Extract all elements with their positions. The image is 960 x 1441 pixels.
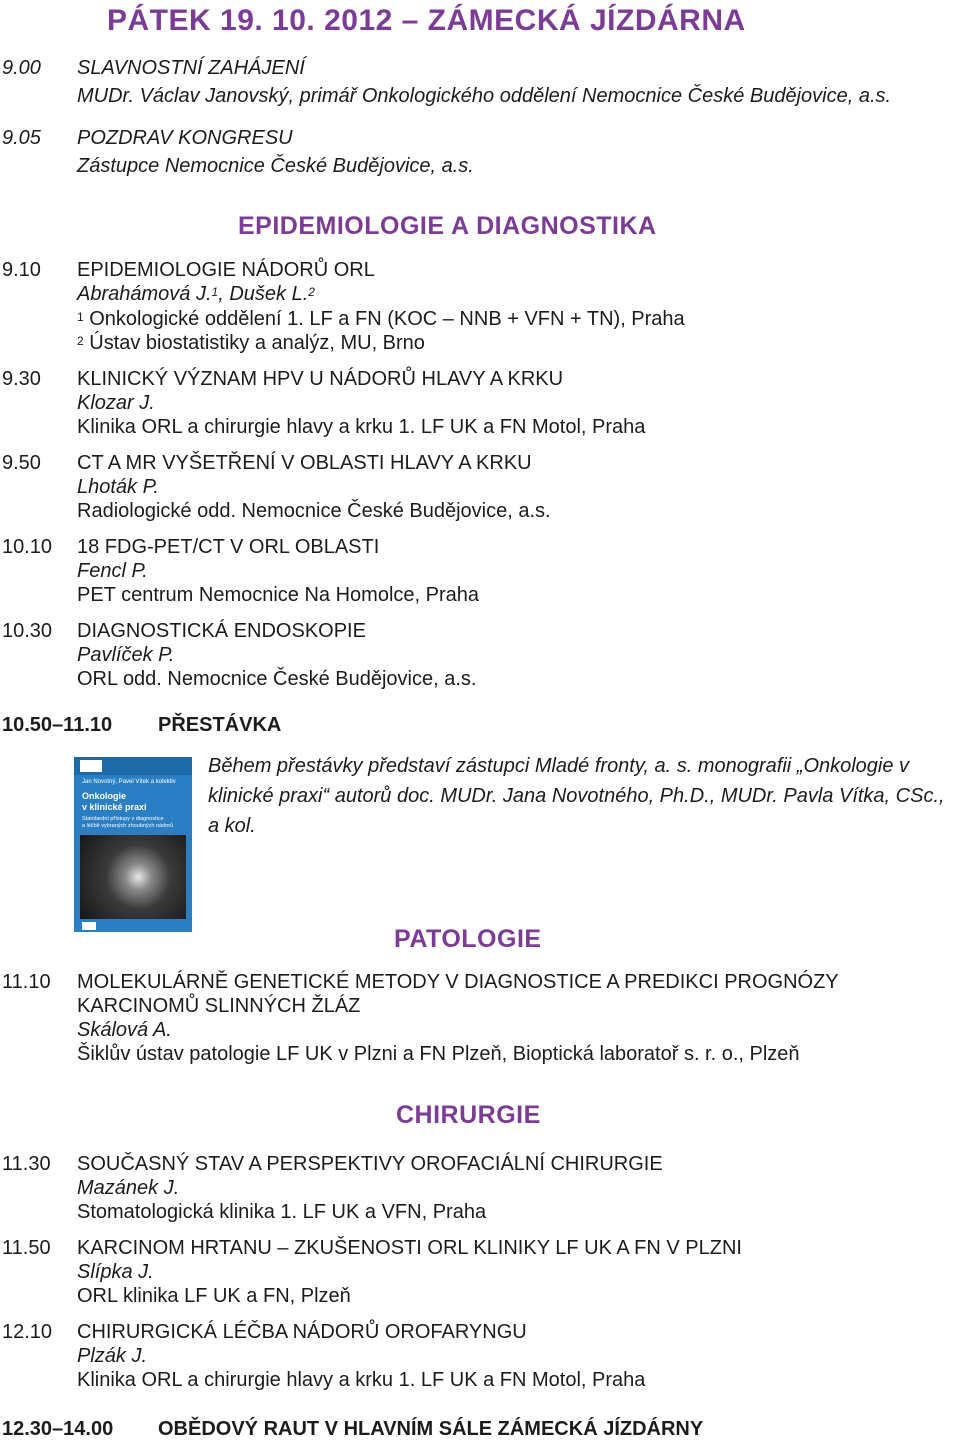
- book-subtitle-line: Standardní přístupy v diagnostice: [82, 816, 164, 822]
- talk-affiliation: Klinika ORL a chirurgie hlavy a krku 1. LF UK a FN Motol, Praha: [77, 1369, 646, 1391]
- talk-title: CHIRURGICKÁ LÉČBA NÁDORŮ OROFARYNGU: [77, 1321, 527, 1343]
- section-heading-surgery: CHIRURGIE: [396, 1101, 541, 1129]
- opening-speaker: MUDr. Václav Janovský, primář Onkologického oddělení Nemocnice České Budějovice, a.s.: [77, 85, 892, 107]
- affiliation-superscript: 2: [77, 334, 84, 348]
- book-cover-image: [74, 757, 192, 932]
- author-name: Abrahámová J.: [77, 283, 212, 305]
- talk-time: 12.10: [2, 1321, 53, 1343]
- break-time: 10.50–11.10: [2, 714, 113, 736]
- book-title-line: v klinické praxi: [82, 802, 147, 812]
- section-heading-epidemiology: EPIDEMIOLOGIE A DIAGNOSTIKA: [238, 212, 657, 240]
- book-title-line: Onkologie: [82, 791, 127, 801]
- talk-title: CT A MR VYŠETŘENÍ V OBLASTI HLAVY A KRKU: [77, 452, 532, 474]
- talk-affiliation: [77, 307, 685, 331]
- opening-title: SLAVNOSTNÍ ZAHÁJENÍ: [77, 57, 305, 79]
- talk-time: 9.50: [2, 452, 41, 474]
- talk-time: 10.10: [2, 536, 53, 558]
- talk-author: Slípka J.: [77, 1261, 154, 1283]
- talk-authors: [77, 282, 315, 306]
- opening-time: 9.00: [2, 57, 41, 79]
- affiliation-text: Onkologické oddělení 1. LF a FN (KOC – NNB + VFN + TN), Praha: [89, 308, 685, 330]
- affiliation-superscript: 1: [77, 310, 84, 324]
- talk-affiliation: Radiologické odd. Nemocnice České Budějovice, a.s.: [77, 500, 551, 522]
- talk-title: KARCINOM HRTANU – ZKUŠENOSTI ORL KLINIKY LF UK A FN V PLZNI: [77, 1237, 742, 1259]
- book-subtitle-line: a léčbě vybraných zhoubných nádorů: [82, 823, 174, 829]
- talk-affiliation: Šiklův ústav patologie LF UK v Plzni a FN Plzeň, Bioptická laboratoř s. r. o., Plzeň: [77, 1043, 800, 1065]
- talk-time: 11.50: [2, 1237, 51, 1259]
- talk-time: 9.30: [2, 368, 41, 390]
- talk-title: DIAGNOSTICKÁ ENDOSKOPIE: [77, 620, 366, 642]
- talk-time: 10.30: [2, 620, 53, 642]
- talk-author: Lhoták P.: [77, 476, 159, 498]
- author-separator: ,: [218, 283, 230, 305]
- book-authors: Jan Novotný, Pavel Vítek a kolektiv: [82, 779, 176, 785]
- talk-author: Pavlíček P.: [77, 644, 175, 666]
- author-name: Dušek L.: [229, 283, 309, 305]
- talk-title: MOLEKULÁRNĚ GENETICKÉ METODY V DIAGNOSTICE A PREDIKCI PROGNÓZY: [77, 971, 839, 993]
- talk-affiliation: Klinika ORL a chirurgie hlavy a krku 1. LF UK a FN Motol, Praha: [77, 416, 646, 438]
- author-superscript: 1: [211, 285, 219, 299]
- talk-author: Fencl P.: [77, 560, 148, 582]
- affiliation-text: Ústav biostatistiky a analýz, MU, Brno: [89, 332, 425, 354]
- book-title: [82, 791, 147, 813]
- talk-title: KLINICKÝ VÝZNAM HPV U NÁDORŮ HLAVY A KRKU: [77, 368, 564, 390]
- section-heading-pathology: PATOLOGIE: [394, 925, 542, 953]
- talk-time: 9.10: [2, 259, 41, 281]
- talk-title: EPIDEMIOLOGIE NÁDORŮ ORL: [77, 259, 375, 281]
- talk-title: 18 FDG-PET/CT V ORL OBLASTI: [77, 536, 380, 558]
- book-subtitle: [82, 816, 173, 830]
- talk-affiliation: [77, 331, 425, 355]
- greeting-speaker: Zástupce Nemocnice České Budějovice, a.s.: [77, 155, 474, 177]
- greeting-time: 9.05: [2, 127, 41, 149]
- talk-time: 11.10: [2, 971, 51, 993]
- day-title: PÁTEK 19. 10. 2012 – ZÁMECKÁ JÍZDÁRNA: [107, 4, 746, 37]
- talk-title: SOUČASNÝ STAV A PERSPEKTIVY OROFACIÁLNÍ CHIRURGIE: [77, 1153, 663, 1175]
- book-cover-illustration: [80, 835, 186, 919]
- talk-affiliation: ORL klinika LF UK a FN, Plzeň: [77, 1285, 351, 1307]
- author-superscript: 2: [308, 285, 315, 299]
- break-title: PŘESTÁVKA: [158, 714, 282, 736]
- talk-author: Skálová A.: [77, 1019, 172, 1041]
- talk-time: 11.30: [2, 1153, 51, 1175]
- lunch-time: 12.30–14.00: [2, 1418, 114, 1440]
- talk-affiliation: Stomatologická klinika 1. LF UK a VFN, Praha: [77, 1201, 487, 1223]
- break-note: Během přestávky představí zástupci Mladé fronty, a. s. monografii „Onkologie v klinické praxi“ autorů doc. MUDr. Jana Novotného, Ph.D., MUDr. Pavla Vítka, CSc., a kol.: [208, 755, 945, 837]
- talk-author: Klozar J.: [77, 392, 155, 414]
- talk-title: KARCINOMŮ SLINNÝCH ŽLÁZ: [77, 995, 361, 1017]
- talk-affiliation: PET centrum Nemocnice Na Homolce, Praha: [77, 584, 480, 606]
- talk-author: Plzák J.: [77, 1345, 148, 1367]
- talk-affiliation: ORL odd. Nemocnice České Budějovice, a.s.: [77, 668, 477, 690]
- publisher-logo-icon: [80, 760, 102, 772]
- lunch-title: OBĚDOVÝ RAUT V HLAVNÍM SÁLE ZÁMECKÁ JÍZDÁRNY: [158, 1418, 704, 1440]
- book-badge-icon: [82, 922, 96, 930]
- talk-author: Mazánek J.: [77, 1177, 180, 1199]
- greeting-title: POZDRAV KONGRESU: [77, 127, 293, 149]
